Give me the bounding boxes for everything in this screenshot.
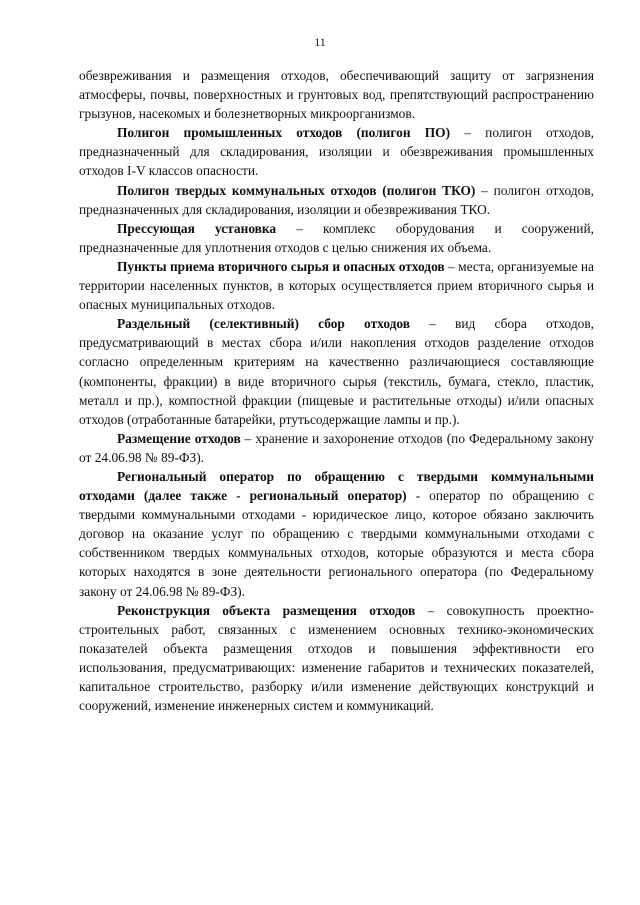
paragraph-continuation: [79, 66, 594, 123]
definition-paragraph: [79, 601, 594, 716]
definition-term: Региональный оператор по обращению с твердыми коммунальными отходами (далее также - региональный оператор): [79, 468, 594, 504]
definition-term: Полигон промышленных отходов (полигон ПО): [117, 125, 451, 141]
definition-text: – совокупность проектно-строительных работ, связанных с изменением основных технико-экономических показателей объекта размещения отходов и повышения эффективности его использования, предусматривающих: изменение габаритов и технических показателей, капитальное строительство, разборку и/или изменение действующих конструкций и сооружений, изменение инженерных систем и коммуникаций.: [79, 602, 594, 714]
definition-term: Полигон твердых коммунальных отходов (полигон ТКО): [117, 182, 476, 198]
definition-text: – комплекс оборудования и сооружений, предназначенные для уплотнения отходов с целью снижения их объема.: [79, 220, 594, 255]
paragraph-text: обезвреживания и размещения отходов, обеспечивающий защиту от загрязнения атмосферы, почвы, поверхностных и грунтовых вод, препятствующий распространению грызунов, насекомых и болезнетворных микроорганизмов.: [79, 68, 594, 122]
definition-paragraph: [79, 429, 594, 467]
definition-term: Раздельный (селективный) сбор отходов: [117, 316, 411, 332]
definition-text: – хранение и захоронение отходов (по Федеральному закону от 24.06.98 № 89-ФЗ).: [79, 430, 594, 465]
definition-paragraph: [79, 467, 594, 601]
definition-paragraph: [79, 181, 594, 219]
definition-term: Размещение отходов: [117, 430, 241, 446]
definition-text: - оператор по обращению с твердыми коммунальными отходами - юридическое лицо, которое обязано заключить договор на оказание услуг по обращению с твердыми коммунальными отходами с собственником твердых коммунальных отходов, которые образуются и места сбора которых находятся в зоне деятельности регионального оператора (по Федеральному закону от 24.06.98 № 89-ФЗ).: [79, 488, 594, 599]
definition-term: Реконструкция объекта размещения отходов: [117, 602, 416, 618]
definition-paragraph: [79, 219, 594, 257]
definition-text: – полигон отходов, предназначенный для складирования, изоляции и обезвреживания промышленных отходов I-V классов опасности.: [79, 125, 594, 179]
definition-text: – вид сбора отходов, предусматривающий в местах сбора и/или накопления отходов разделение отходов согласно определенным критериям на качественно различающиеся составляющие (компоненты, фракции) в виде вторичного сырья (текстиль, бумага, стекло, пластик, металл и пр.), компостной фракции (пищевые и растительные отходы) и/или опасных отходов (отработанные батарейки, ртутьсодержащие лампы и пр.).: [79, 316, 595, 427]
definition-paragraph: [79, 314, 594, 429]
definition-term: Пункты приема вторичного сырья и опасных отходов: [117, 258, 445, 274]
definition-term: Прессующая установка: [117, 220, 277, 236]
definition-text: – полигон отходов, предназначенных для складирования, изоляции и обезвреживания ТКО.: [79, 182, 594, 217]
definition-text: – места, организуемые на территории населенных пунктов, в которых осуществляется прием вторичного сырья и опасных муниципальных отходов.: [79, 258, 594, 313]
body-text: [79, 66, 594, 715]
definition-paragraph: [79, 257, 594, 314]
definition-paragraph: [79, 123, 594, 180]
page-number: 11: [314, 35, 326, 49]
